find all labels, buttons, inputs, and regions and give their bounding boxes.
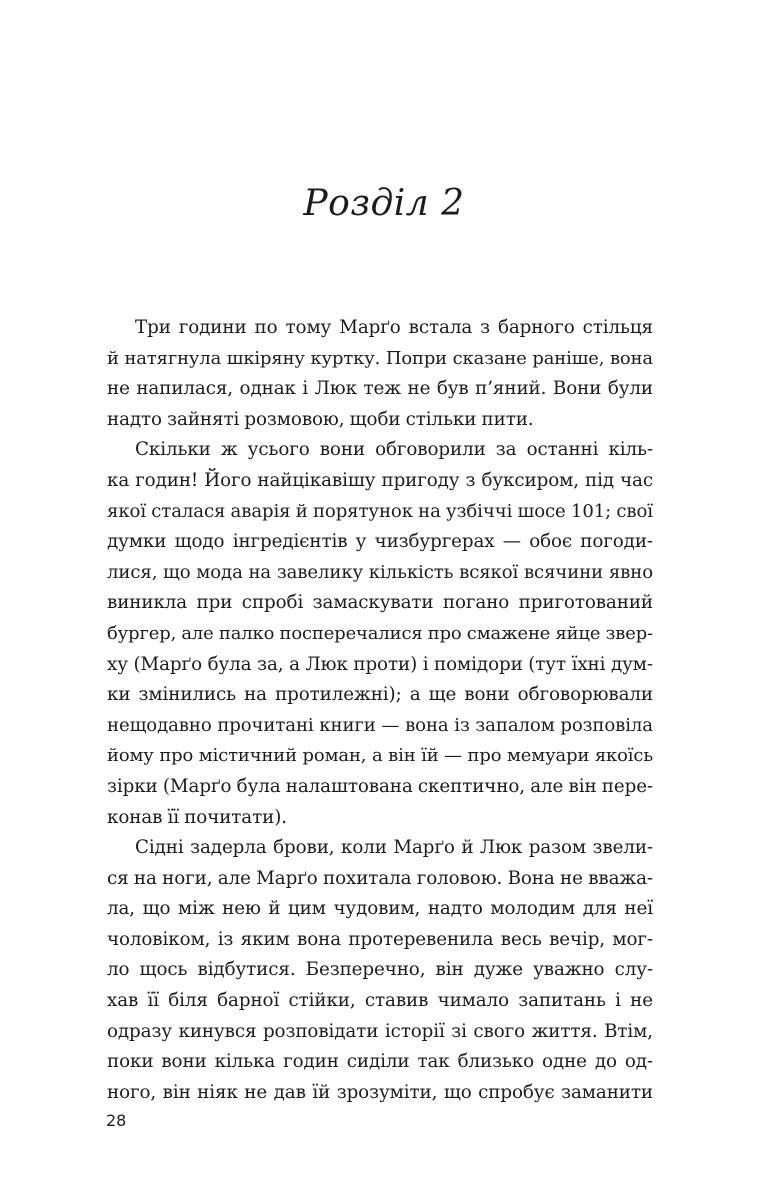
text-line: йому про містичний роман, а він їй — про мемуари якоїсь — [107, 745, 653, 767]
text-line: надто зайняті розмовою, щоби стільки пити. — [107, 408, 534, 430]
paragraph-2 — [107, 435, 653, 833]
text-line: конав її почитати). — [107, 806, 287, 828]
chapter-title: Розділ 2 — [303, 183, 465, 224]
text-line: ся на ноги, але Марґо похитала головою. Вона не вважа- — [107, 867, 653, 889]
text-line: й натягнула шкіряну куртку. Попри сказане раніше, вона — [107, 347, 653, 369]
text-line: одразу кинувся розповідати історії зі свого життя. Втім, — [107, 1020, 653, 1042]
text-line: зірки (Марґо була налаштована скептично, але він пере- — [107, 775, 653, 797]
text-line: Сідні задерла брови, коли Марґо й Люк разом звели- — [135, 837, 653, 859]
text-line: виникла при спробі замаскувати погано приготований — [107, 592, 653, 614]
text-line: не напилася, однак і Люк теж не був п’яний. Вони були — [107, 378, 653, 400]
text-line: думки щодо інгредієнтів у чизбургерах — обоє погоди- — [107, 531, 653, 553]
paragraph-3 — [107, 833, 653, 1108]
text-line: якої сталася аварія й порятунок на узбіччі шосе 101; свої — [107, 500, 653, 522]
page-number: 28 — [106, 1111, 127, 1130]
text-line: нещодавно прочитані книги — вона із запалом розповіла — [107, 714, 653, 736]
text-line: Скільки ж усього вони обговорили за останні кіль- — [135, 439, 653, 461]
text-line: ло щось відбутися. Безперечно, він дуже уважно слу- — [107, 959, 653, 981]
text-line: бургер, але палко посперечалися про смажене яйце звер- — [107, 622, 653, 644]
body-text — [107, 313, 653, 1108]
text-line: ки змінились на протилежні); а ще вони обговорювали — [107, 684, 653, 706]
text-line: лися, що мода на завелику кількість всякої всячини явно — [107, 561, 653, 583]
text-line: ного, він ніяк не дав їй зрозуміти, що спробує заманити — [107, 1081, 653, 1103]
text-line: хав її біля барної стійки, ставив чимало запитань і не — [107, 990, 653, 1012]
text-line: ху (Марґо була за, а Люк проти) і помідори (тут їхні дум- — [107, 653, 653, 675]
paragraph-1 — [107, 313, 653, 435]
text-line: поки вони кілька годин сиділи так близько одне до од- — [107, 1051, 653, 1073]
text-line: ка годин! Його найцікавішу пригоду з буксиром, під час — [107, 469, 653, 491]
text-line: Три години по тому Марґо встала з барного стільця — [135, 317, 653, 338]
text-line: ла, що між нею й цим чудовим, надто молодим для неї — [107, 898, 653, 920]
text-line: чоловіком, із яким вона протеревенила весь вечір, мог- — [107, 928, 653, 950]
